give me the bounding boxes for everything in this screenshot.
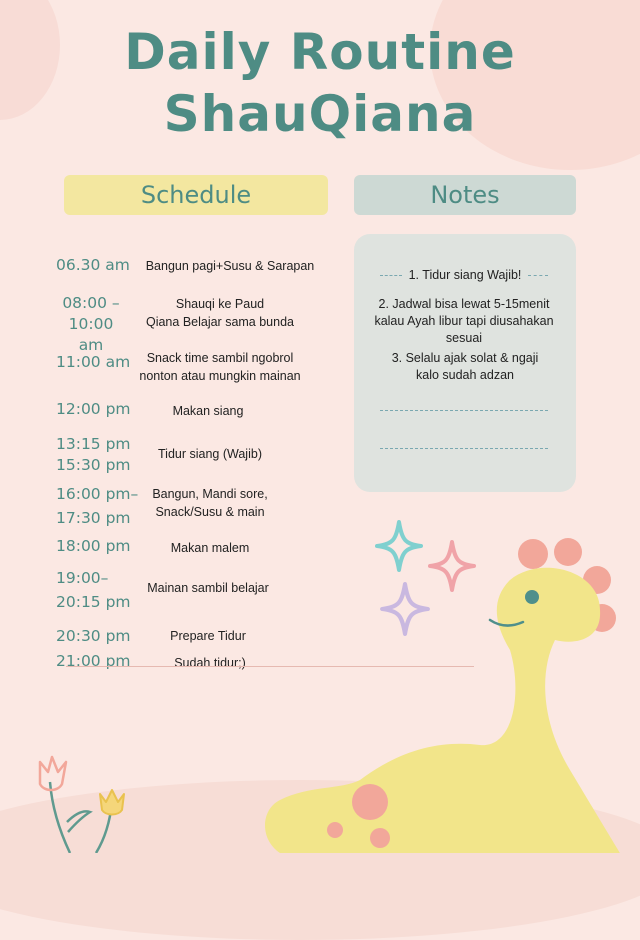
- note-blank-line: [380, 448, 548, 449]
- note-item: 3. Selalu ajak solat & ngaji kalo sudah adzan: [391, 351, 539, 382]
- schedule-time: 12:00 pm: [56, 400, 131, 418]
- schedule-time-line: 08:00 –: [62, 294, 120, 312]
- schedule-time-line: 15:30 pm: [56, 456, 131, 474]
- schedule-activity: Makan siang: [172, 404, 244, 418]
- activity-line: Shauqi ke Paud: [175, 297, 265, 311]
- schedule-time: 18:00 pm: [56, 537, 131, 555]
- schedule-time: 06.30 am: [56, 256, 130, 274]
- schedule-activity: Tidur siang (Wajib): [158, 447, 262, 461]
- schedule-header: Schedule: [64, 175, 328, 215]
- schedule-time-line: 10:00 am: [68, 315, 114, 354]
- tulip-flower-icon: [12, 752, 142, 853]
- schedule-time: [56, 293, 126, 356]
- schedule-time-line: 16:00 pm–: [56, 485, 139, 503]
- schedule-activity: [120, 349, 320, 385]
- schedule-activity: [110, 485, 310, 521]
- schedule-time-line: 19:00–: [56, 569, 109, 587]
- schedule-activity: Makan malem: [170, 541, 250, 555]
- schedule-activity: Sudah tidur;): [174, 656, 246, 670]
- schedule-activity: Bangun pagi+Susu & Sarapan: [145, 259, 315, 273]
- schedule-activity: Mainan sambil belajar: [147, 581, 269, 595]
- page-title-line2: ShauQiana: [163, 85, 477, 143]
- activity-line: Bangun, Mandi sore,: [152, 487, 268, 501]
- schedule-time-line: 17:30 pm: [56, 509, 131, 527]
- schedule-activity: Prepare Tidur: [170, 629, 246, 643]
- schedule-time: 11:00 am: [56, 353, 131, 371]
- schedule-activity: [120, 295, 320, 331]
- schedule-time-line: 13:15 pm: [56, 435, 131, 453]
- activity-line: Snack time sambil ngobrol: [146, 351, 294, 365]
- activity-line: Snack/Susu & main: [155, 505, 265, 519]
- activity-line: Qiana Belajar sama bunda: [145, 315, 294, 329]
- dinosaur-illustration: [240, 530, 640, 853]
- notes-header: Notes: [354, 175, 576, 215]
- note-item: 1. Tidur siang Wajib!: [408, 268, 522, 282]
- schedule-time: 21:00 pm: [56, 652, 131, 670]
- activity-line: nonton atau mungkin mainan: [139, 369, 301, 383]
- schedule-time-line: 20:15 pm: [56, 593, 131, 611]
- schedule-time: 20:30 pm: [56, 627, 131, 645]
- note-item: 2. Jadwal bisa lewat 5-15menit kalau Ayah libur tapi diusahakan sesuai: [374, 297, 554, 345]
- page-title-line1: Daily Routine: [124, 23, 516, 81]
- note-blank-line: [380, 410, 548, 411]
